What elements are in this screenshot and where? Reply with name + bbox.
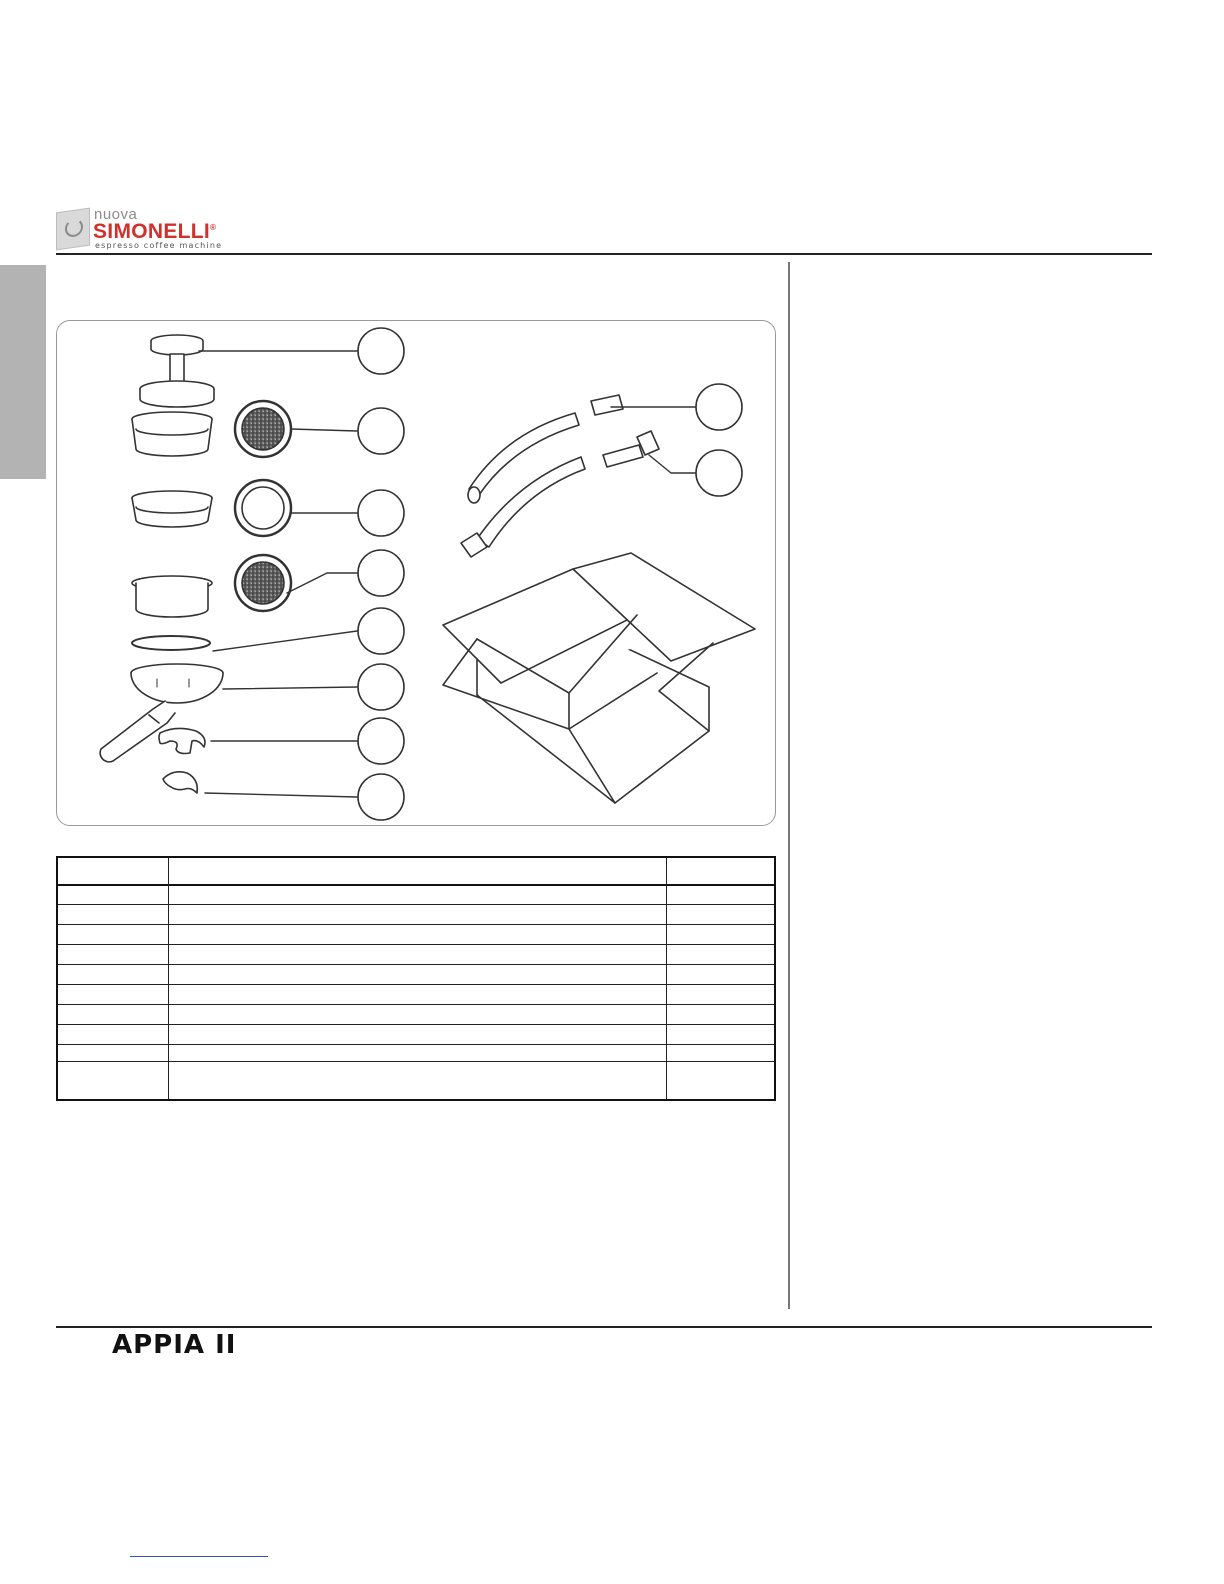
- logo-mark-icon: [56, 208, 90, 251]
- double-spout-icon: [159, 728, 205, 753]
- logo-brand-text: SIMONELLI®: [93, 220, 217, 243]
- basket-top-view-3: [235, 555, 291, 611]
- callout-circle: [358, 664, 404, 710]
- table-column-divider: [168, 858, 169, 1099]
- logo-tagline: espresso coffee machine: [95, 241, 223, 250]
- callout-circle: [696, 450, 742, 496]
- footer-model-name: APPIA II: [112, 1330, 237, 1360]
- callout-circle: [696, 384, 742, 430]
- basket-top-view-2: [235, 480, 291, 536]
- callout-circle: [358, 774, 404, 820]
- filter-gasket-icon: [132, 636, 210, 650]
- supply-hose-icon: [461, 431, 659, 557]
- double-filter-basket-icon: [132, 491, 212, 527]
- callout-circle: [358, 718, 404, 764]
- callout-circle: [358, 608, 404, 654]
- column-divider: [788, 262, 790, 1309]
- table-column-divider: [666, 858, 667, 1099]
- parts-table: [56, 856, 776, 1101]
- brand-logo: [56, 206, 236, 252]
- shipping-box-icon: [443, 553, 755, 803]
- basket-top-view-1: [235, 401, 291, 457]
- tamper-icon: [140, 335, 214, 407]
- header-rule: [56, 253, 1152, 255]
- logo-small-text: nuova: [94, 206, 138, 223]
- single-filter-basket-icon: [132, 412, 212, 456]
- callout-circle: [358, 550, 404, 596]
- footer-rule: [56, 1326, 1152, 1328]
- callout-circle: [358, 490, 404, 536]
- section-side-tab: [0, 265, 46, 479]
- footer-link-underline[interactable]: [130, 1556, 268, 1557]
- blind-filter-icon: [132, 576, 212, 617]
- callout-circle: [358, 408, 404, 454]
- accessories-illustration: [56, 320, 776, 826]
- callout-circle: [358, 328, 404, 374]
- single-spout-icon: [163, 772, 197, 793]
